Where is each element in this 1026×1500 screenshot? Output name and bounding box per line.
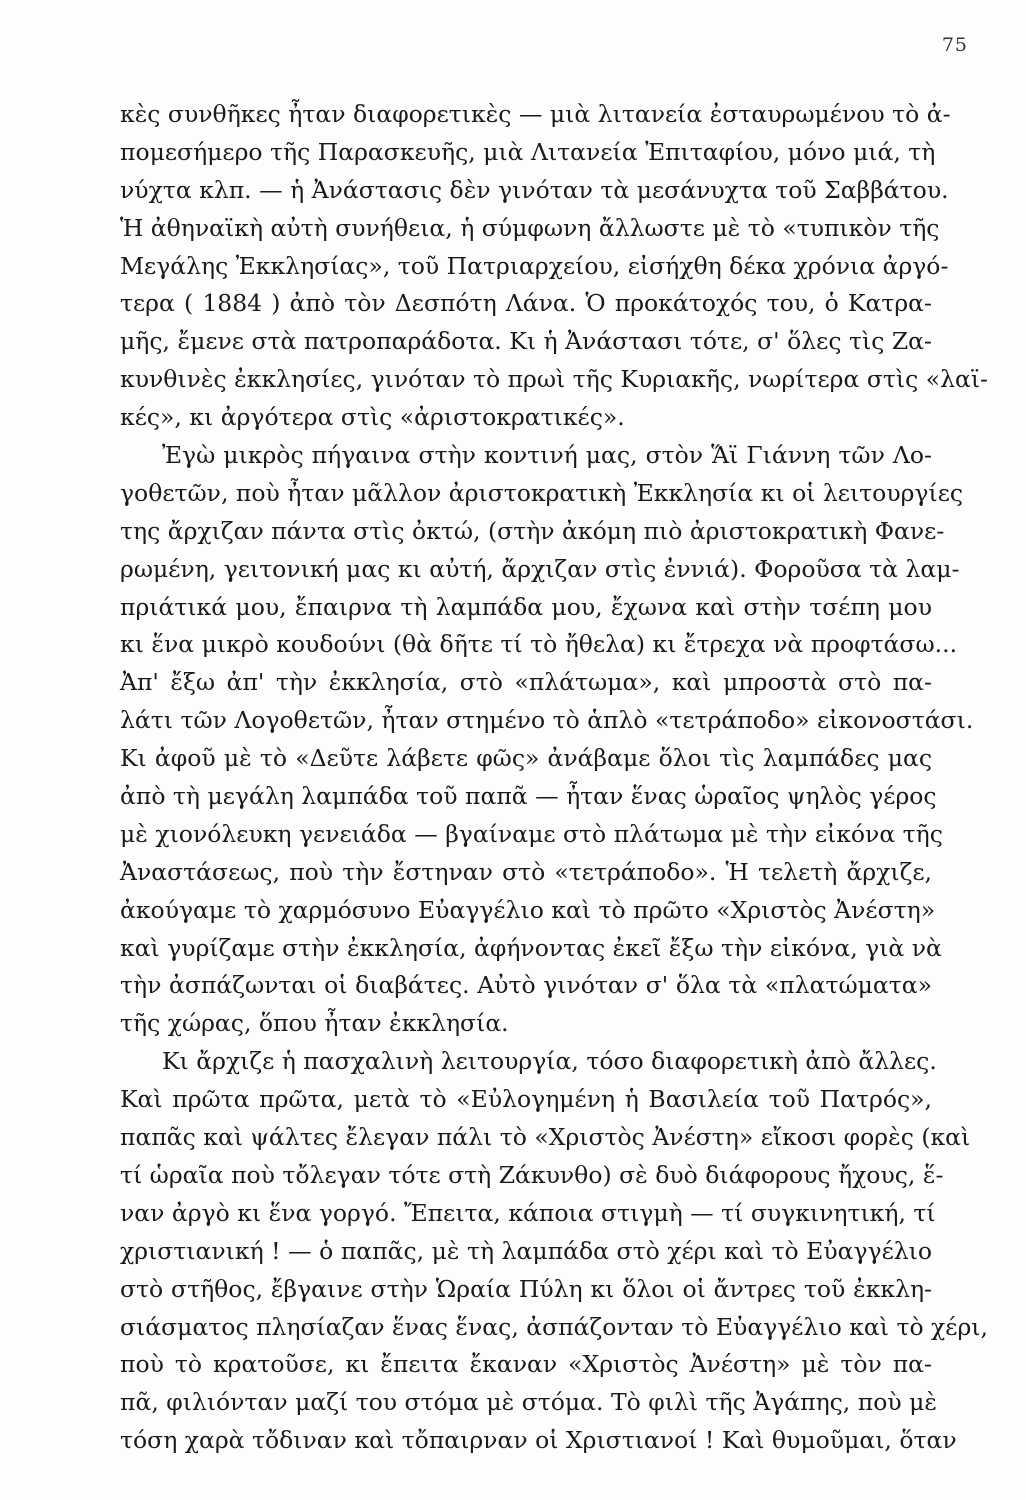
text-line: τῆς χώρας, ὅπου ἦταν ἐκκλησία. <box>120 1009 509 1038</box>
text-line: κυνθινὲς ἐκκλησίες, γινόταν τὸ πρωὶ τῆς Κυριακῆς, νωρίτερα στὶς «λαϊ- <box>120 365 988 394</box>
text-line: ρωμένη, γειτονική μας κι αὐτή, ἄρχιζαν στὶς ἐννιά). Φοροῦσα τὰ λαμ- <box>120 554 960 583</box>
text-line: ἀπὸ τὴ μεγάλη λαμπάδα τοῦ παπᾶ — ἦταν ἕνας ὡραῖος ψηλὸς γέρος <box>120 782 937 811</box>
text-line: κὲς συνθῆκες ἦταν διαφορετικὲς — μιὰ λιτανεία ἐσταυρωμένου τὸ ἀ- <box>120 100 951 128</box>
text-line: τόση χαρὰ τὄδιναν καὶ τὄπαιρναν οἱ Χριστιανοί ! Καὶ θυμοῦμαι, ὅταν <box>120 1426 957 1455</box>
text-line: ἀκούγαμε τὸ χαρμόσυνο Εὐαγγέλιο καὶ τὸ πρῶτο «Χριστὸς Ἀνέστη» <box>120 895 936 924</box>
text-line: σιάσματος πλησίαζαν ἕνας ἕνας, ἀσπάζονταν τὸ Εὐαγγέλιο καὶ τὸ χέρι, <box>120 1312 988 1341</box>
text-line: καὶ γυρίζαμε στὴν ἐκκλησία, ἀφήνοντας ἐκεῖ ἔξω τὴν εἰκόνα, γιὰ νὰ <box>120 933 942 962</box>
text-line: παπᾶς καὶ ψάλτες ἔλεγαν πάλι τὸ «Χριστὸς Ἀνέστη» εἴκοσι φορὲς (καὶ <box>120 1123 971 1152</box>
paragraph-3 <box>120 1043 988 1460</box>
text-line: πριάτικά μου, ἔπαιρνα τὴ λαμπάδα μου, ἔχωνα καὶ στὴν τσέπη μου <box>120 592 932 621</box>
text-line: Ἀπ' ἔξω ἀπ' τὴν ἐκκλησία, στὸ «πλάτωμα», καὶ μπροστὰ στὸ πα- <box>120 668 932 697</box>
text-line: πομεσήμερο τῆς Παρασκευῆς, μιὰ Λιτανεία Ἐπιταφίου, μόνο μιά, τὴ <box>120 137 936 166</box>
text-line: πᾶ, φιλιόνταν μαζί του στόμα μὲ στόμα. Τὸ φιλὶ τῆς Ἀγάπης, ποὺ μὲ <box>120 1388 937 1417</box>
text-line: Καὶ πρῶτα πρῶτα, μετὰ τὸ «Εὐλογημένη ἡ Βασιλεία τοῦ Πατρός», <box>120 1085 932 1114</box>
text-line: τὴν ἀσπάζωνται οἱ διαβάτες. Αὐτὸ γινόταν σ' ὅλα τὰ «πλατώματα» <box>120 971 932 1000</box>
paragraph-2 <box>120 437 974 1043</box>
text-line: της ἄρχιζαν πάντα στὶς ὀκτώ, (στὴν ἀκόμη πιὸ ἀριστοκρατικὴ Φανε- <box>120 516 945 545</box>
text-line: Ἡ ἀθηναϊκὴ αὐτὴ συνήθεια, ἡ σύμφωνη ἄλλωστε μὲ τὸ «τυπικὸν τῆς <box>120 213 940 242</box>
text-line: νύχτα κλπ. — ἡ Ἀνάστασις δὲν γινόταν τὰ μεσάνυχτα τοῦ Σαββάτου. <box>120 175 949 204</box>
text-line: Κι ἀφοῦ μὲ τὸ «Δεῦτε λάβετε φῶς» ἀνάβαμε ὅλοι τὶς λαμπάδες μας <box>120 744 932 773</box>
text-line: χριστιανική ! — ὁ παπᾶς, μὲ τὴ λαμπάδα στὸ χέρι καὶ τὸ Εὐαγγέλιο <box>120 1236 932 1265</box>
text-line: κές», κι ἀργότερα στὶς «ἀριστοκρατικές». <box>120 403 625 432</box>
text-line: Ἀναστάσεως, ποὺ τὴν ἔστηναν στὸ «τετράποδο». Ἡ τελετὴ ἄρχιζε, <box>120 857 932 886</box>
text-line: μὲ χιονόλευκη γενειάδα — βγαίναμε στὸ πλάτωμα μὲ τὴν εἰκόνα τῆς <box>120 819 943 848</box>
text-line: μῆς, ἔμενε στὰ πατροπαράδοτα. Κι ἡ Ἀνάστασι τότε, σ' ὅλες τὶς Ζα- <box>120 327 932 356</box>
text-line: Κι ἄρχιζε ἡ πασχαλινὴ λειτουργία, τόσο διαφορετικὴ ἀπὸ ἄλλες. <box>162 1047 937 1076</box>
text-line: ναν ἀργὸ κι ἕνα γοργό. Ἔπειτα, κάποια στιγμὴ — τί συγκινητική, τί <box>120 1198 936 1227</box>
text-line: κι ἕνα μικρὸ κουδούνι (θὰ δῆτε τί τὸ ἤθελα) κι ἔτρεχα νὰ προφτάσω... <box>120 630 958 659</box>
text-line: τί ὡραῖα ποὺ τὄλεγαν τότε στὴ Ζάκυνθο) σὲ δυὸ διάφορους ἤχους, ἕ- <box>120 1160 944 1189</box>
text-line: λάτι τῶν Λογοθετῶν, ἦταν στημένο τὸ ἁπλὸ «τετράποδο» εἰκονοστάσι. <box>120 706 974 735</box>
text-line: Μεγάλης Ἐκκλησίας», τοῦ Πατριαρχείου, εἰσήχθη δέκα χρόνια ἀργό- <box>120 251 949 280</box>
body-text <box>120 96 988 1460</box>
text-line: ποὺ τὸ κρατοῦσε, κι ἔπειτα ἔκαναν «Χριστὸς Ἀνέστη» μὲ τὸν πα- <box>120 1350 932 1379</box>
text-line: γοθετῶν, ποὺ ἦταν μᾶλλον ἀριστοκρατικὴ Ἐκκλησία κι οἱ λειτουργίες <box>120 478 964 507</box>
paragraph-1 <box>120 96 988 437</box>
text-line: Ἐγὼ μικρὸς πήγαινα στὴν κοντινή μας, στὸν Ἅϊ Γιάννη τῶν Λο- <box>162 441 932 470</box>
page-number: 75 <box>941 34 968 56</box>
text-line: τερα ( 1884 ) ἀπὸ τὸν Δεσπότη Λάνα. Ὁ προκάτοχός του, ὁ Κατρα- <box>120 289 932 318</box>
text-line: στὸ στῆθος, ἔβγαινε στὴν Ὡραία Πύλη κι ὅλοι οἱ ἄντρες τοῦ ἐκκλη- <box>120 1274 932 1303</box>
